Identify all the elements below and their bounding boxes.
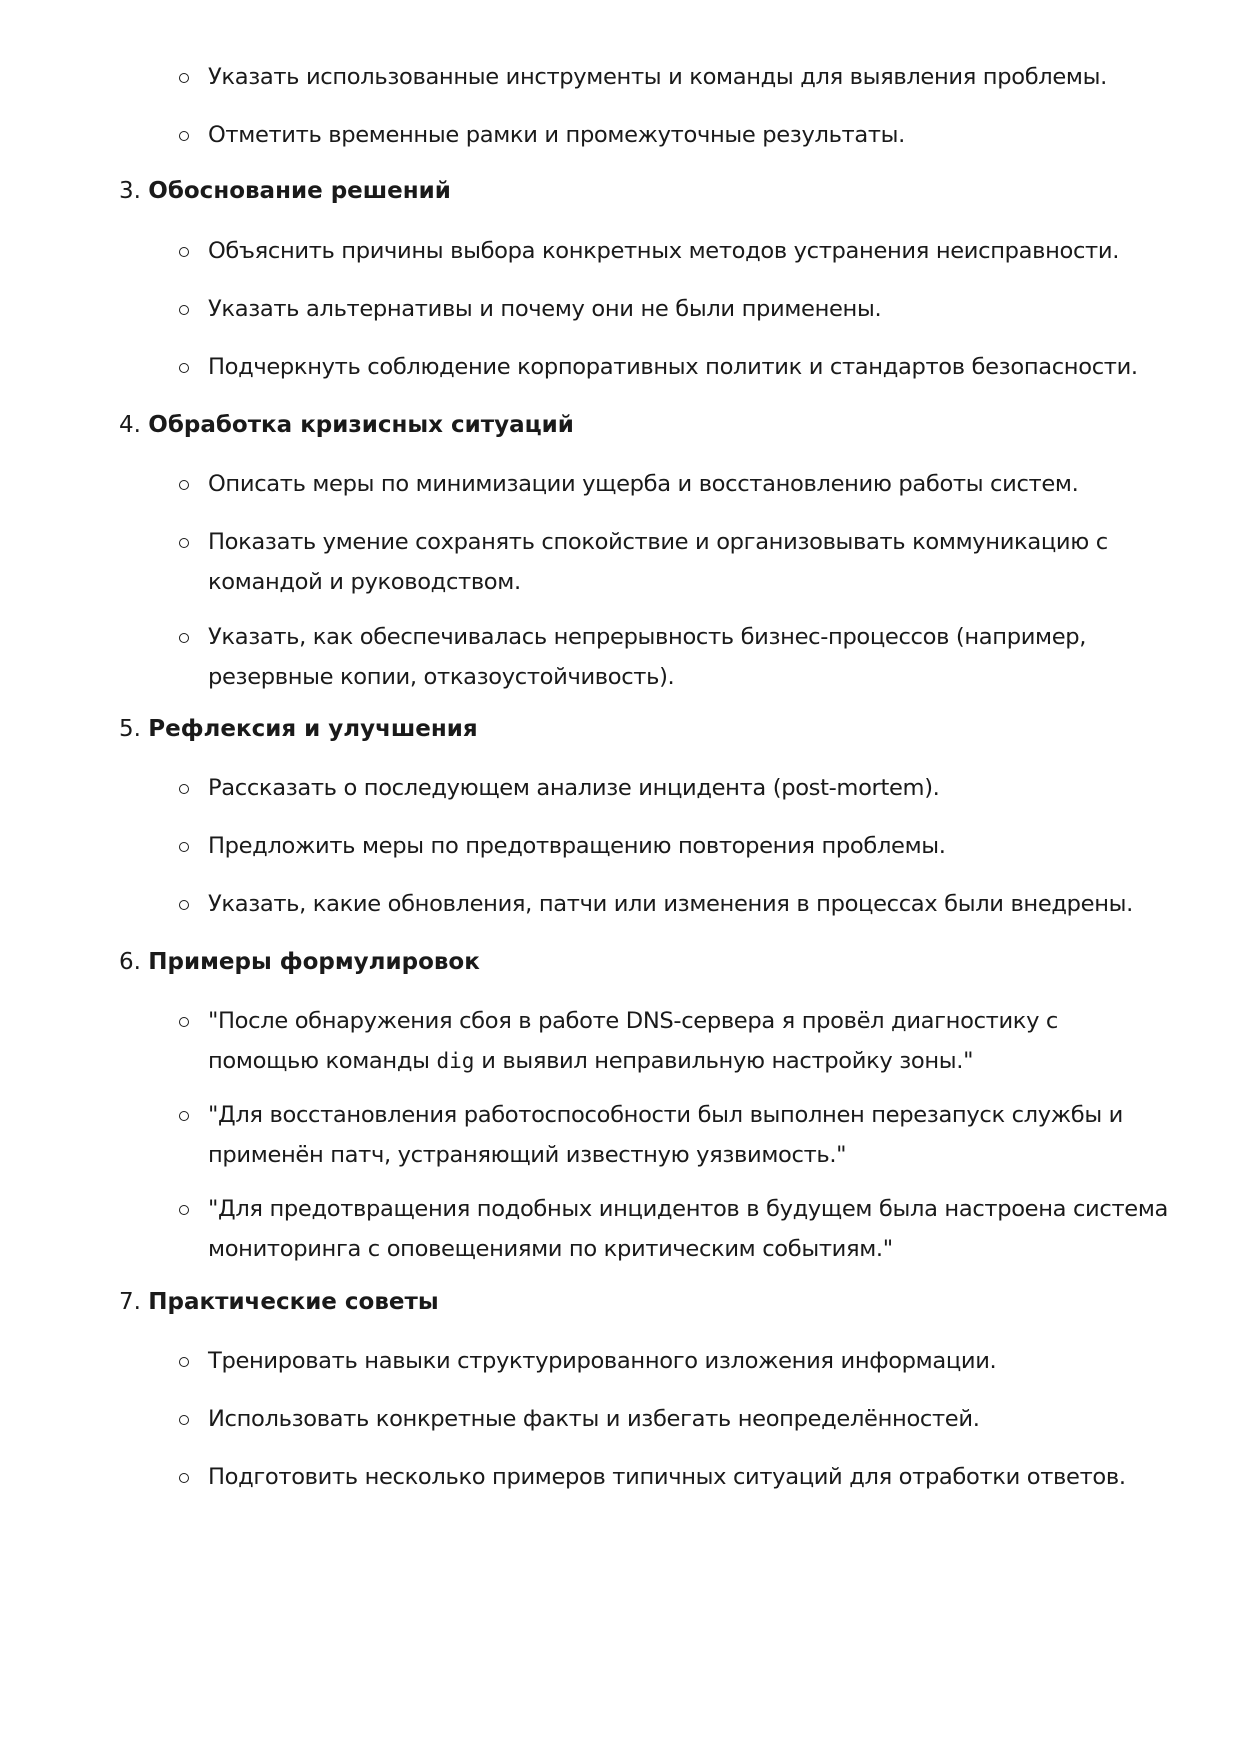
section-title: Рефлексия и улучшения xyxy=(148,716,478,742)
list-item xyxy=(208,889,1168,924)
section-heading xyxy=(119,1287,439,1317)
list-item xyxy=(208,1006,1168,1081)
list-item-text: Тренировать навыки структурированного изложения информации. xyxy=(208,1348,997,1374)
hollow-circle-bullet-icon xyxy=(179,900,189,910)
list-item-text: Объяснить причины выбора конкретных методов устранения неисправности. xyxy=(208,238,1120,264)
list-item-text: Подготовить несколько примеров типичных ситуаций для отработки ответов. xyxy=(208,1464,1126,1490)
quote-text: и выявил неправильную настройку зоны." xyxy=(474,1048,974,1074)
inline-code: dig xyxy=(436,1049,475,1073)
hollow-circle-bullet-icon xyxy=(179,1473,189,1483)
list-item xyxy=(208,352,1168,387)
list-item-text xyxy=(208,1001,1168,1081)
list-item xyxy=(208,622,1168,697)
list-item-text: "Для предотвращения подобных инцидентов в будущем была настроена система мониторинга с оповещениями по критическим событиям." xyxy=(208,1196,1169,1262)
list-item-text: Подчеркнуть соблюдение корпоративных политик и стандартов безопасности. xyxy=(208,354,1138,380)
section-title: Примеры формулировок xyxy=(148,949,480,975)
section-heading xyxy=(119,176,451,206)
section-heading xyxy=(119,947,480,977)
list-item xyxy=(208,120,1168,155)
hollow-circle-bullet-icon xyxy=(179,73,189,83)
section-heading xyxy=(119,410,574,440)
list-item-text: Указать, какие обновления, патчи или изменения в процессах были внедрены. xyxy=(208,891,1133,917)
list-item xyxy=(208,62,1168,97)
hollow-circle-bullet-icon xyxy=(179,363,189,373)
hollow-circle-bullet-icon xyxy=(179,633,189,643)
hollow-circle-bullet-icon xyxy=(179,1205,189,1215)
hollow-circle-bullet-icon xyxy=(179,538,189,548)
hollow-circle-bullet-icon xyxy=(179,1415,189,1425)
list-item xyxy=(208,1462,1168,1497)
section-heading xyxy=(119,714,478,744)
list-item xyxy=(208,1100,1168,1175)
section-number: 6. xyxy=(119,949,141,975)
list-item-text: Описать меры по минимизации ущерба и восстановлению работы систем. xyxy=(208,471,1079,497)
hollow-circle-bullet-icon xyxy=(179,480,189,490)
hollow-circle-bullet-icon xyxy=(179,305,189,315)
list-item-text: Указать, как обеспечивалась непрерывность бизнес-процессов (например, резервные копии, отказоустойчивость). xyxy=(208,624,1087,690)
list-item-text: Показать умение сохранять спокойствие и организовывать коммуникацию с командой и руководством. xyxy=(208,529,1108,595)
section-number: 4. xyxy=(119,412,141,438)
section-title: Практические советы xyxy=(148,1289,439,1315)
hollow-circle-bullet-icon xyxy=(179,1111,189,1121)
hollow-circle-bullet-icon xyxy=(179,784,189,794)
list-item xyxy=(208,773,1168,808)
hollow-circle-bullet-icon xyxy=(179,1357,189,1367)
section-number: 5. xyxy=(119,716,141,742)
section-title: Обработка кризисных ситуаций xyxy=(148,412,574,438)
hollow-circle-bullet-icon xyxy=(179,247,189,257)
list-item xyxy=(208,469,1168,504)
list-item-text: Указать альтернативы и почему они не были применены. xyxy=(208,296,882,322)
list-item-text: Указать использованные инструменты и команды для выявления проблемы. xyxy=(208,64,1107,90)
hollow-circle-bullet-icon xyxy=(179,1017,189,1027)
list-item xyxy=(208,527,1168,602)
list-item-text: Рассказать о последующем анализе инцидента (post-mortem). xyxy=(208,775,940,801)
list-item xyxy=(208,294,1168,329)
list-item xyxy=(208,236,1168,271)
list-item-text: Предложить меры по предотвращению повторения проблемы. xyxy=(208,833,946,859)
section-number: 7. xyxy=(119,1289,141,1315)
quote-text: "После обнаружения сбоя в работе DNS-сервера я провёл диагностику с помощью команды xyxy=(208,1008,1059,1074)
list-item xyxy=(208,1194,1168,1269)
section-number: 3. xyxy=(119,178,141,204)
section-title: Обоснование решений xyxy=(148,178,451,204)
list-item xyxy=(208,1346,1168,1381)
list-item xyxy=(208,1404,1168,1439)
list-item-text: "Для восстановления работоспособности был выполнен перезапуск службы и применён патч, устраняющий известную уязвимость." xyxy=(208,1102,1124,1168)
hollow-circle-bullet-icon xyxy=(179,131,189,141)
list-item-text: Отметить временные рамки и промежуточные результаты. xyxy=(208,122,905,148)
hollow-circle-bullet-icon xyxy=(179,842,189,852)
list-item xyxy=(208,831,1168,866)
list-item-text: Использовать конкретные факты и избегать неопределённостей. xyxy=(208,1406,980,1432)
